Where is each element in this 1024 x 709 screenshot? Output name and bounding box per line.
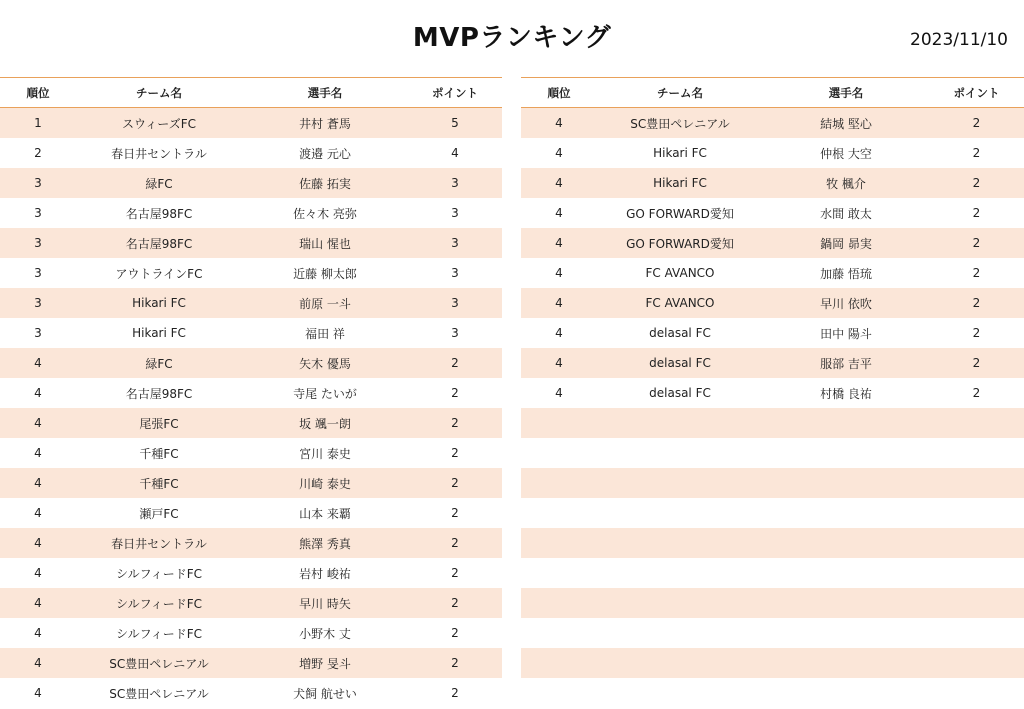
- team-cell: GO FORWARD愛知: [626, 236, 734, 251]
- player-cell: 犬飼 航せい: [293, 686, 357, 701]
- points-cell: 2: [972, 176, 981, 190]
- table-row: [0, 258, 502, 288]
- team-cell: 春日井セントラル: [111, 146, 207, 161]
- rank-cell: 4: [555, 356, 563, 370]
- table-row: [521, 288, 1024, 318]
- table-row: [0, 168, 502, 198]
- rank-cell: 3: [34, 266, 42, 280]
- table-row: [0, 348, 502, 378]
- rank-cell: 4: [555, 206, 563, 220]
- player-cell: 福田 祥: [305, 326, 345, 341]
- player-cell: 牧 楓介: [826, 176, 866, 191]
- player-cell: 小野木 丈: [299, 626, 351, 641]
- points-cell: 2: [972, 296, 981, 310]
- points-cell: 2: [451, 536, 459, 550]
- table-row: [0, 108, 502, 138]
- points-cell: 2: [972, 386, 981, 400]
- table-row: [0, 588, 502, 618]
- table-row: [521, 258, 1024, 288]
- header-rank: 順位: [547, 85, 571, 100]
- team-cell: 名古屋98FC: [125, 386, 193, 401]
- points-cell: 2: [451, 506, 459, 520]
- player-cell: 加藤 悟琉: [820, 266, 872, 281]
- team-cell: Hikari FC: [653, 146, 707, 160]
- player-cell: 村橋 良祐: [820, 386, 872, 401]
- table-row: [0, 228, 502, 258]
- player-cell: 瑞山 惺也: [299, 236, 351, 251]
- team-cell: 千種FC: [139, 476, 179, 491]
- rank-cell: 4: [34, 656, 42, 670]
- table-row: [0, 468, 502, 498]
- rank-cell: 3: [34, 176, 42, 190]
- points-cell: 3: [451, 206, 459, 220]
- report-date: 2023/11/10: [910, 30, 1008, 50]
- rank-cell: 4: [34, 566, 42, 580]
- player-cell: 山本 来覇: [299, 506, 351, 521]
- header-player: 選手名: [828, 85, 864, 100]
- table-row: [0, 528, 502, 558]
- player-cell: 服部 吉平: [820, 356, 872, 371]
- rank-cell: 4: [34, 506, 42, 520]
- table-row: [521, 648, 1024, 678]
- rank-cell: 4: [555, 326, 563, 340]
- player-cell: 佐藤 拓実: [299, 176, 351, 191]
- table-row: [521, 498, 1024, 528]
- table-row: [521, 228, 1024, 258]
- team-cell: シルフィードFC: [115, 626, 203, 641]
- player-cell: 熊澤 秀真: [299, 536, 351, 551]
- rank-cell: 3: [34, 206, 42, 220]
- table-row: [521, 618, 1024, 648]
- points-cell: 3: [451, 326, 459, 340]
- player-cell: 田中 陽斗: [820, 326, 872, 341]
- points-cell: 2: [451, 686, 459, 700]
- team-cell: シルフィードFC: [115, 566, 203, 581]
- player-cell: 井村 蒼馬: [299, 116, 351, 131]
- table-row: [0, 558, 502, 588]
- team-cell: 瀬戸FC: [139, 506, 179, 521]
- table-row: [521, 138, 1024, 168]
- player-cell: 矢木 優馬: [299, 356, 351, 371]
- player-cell: 水間 敢太: [820, 206, 872, 221]
- rank-cell: 4: [555, 386, 563, 400]
- table-row: [521, 318, 1024, 348]
- header-points: ポイント: [953, 85, 1000, 100]
- rank-cell: 4: [34, 476, 42, 490]
- rank-cell: 4: [34, 386, 42, 400]
- player-cell: 佐々木 亮弥: [293, 206, 357, 221]
- rank-cell: 4: [555, 146, 563, 160]
- points-cell: 2: [972, 236, 981, 250]
- rank-cell: 4: [555, 236, 563, 250]
- table-row: [521, 468, 1024, 498]
- rank-cell: 3: [34, 236, 42, 250]
- player-cell: 増野 旻斗: [299, 656, 351, 671]
- points-cell: 2: [972, 266, 981, 280]
- points-cell: 2: [972, 146, 981, 160]
- table-row: [521, 168, 1024, 198]
- points-cell: 2: [972, 326, 981, 340]
- team-cell: アウトラインFC: [115, 266, 203, 281]
- points-cell: 3: [451, 296, 459, 310]
- rank-cell: 4: [34, 356, 42, 370]
- team-cell: 名古屋98FC: [125, 206, 193, 221]
- points-cell: 3: [451, 236, 459, 250]
- team-cell: スウィーズFC: [122, 116, 196, 131]
- player-cell: 前原 一斗: [299, 296, 351, 311]
- table-row: [521, 108, 1024, 138]
- player-cell: 結城 堅心: [820, 116, 872, 131]
- ranking-table-left: [0, 77, 502, 708]
- team-cell: SC豊田ペレニアル: [109, 656, 209, 671]
- table-row: [0, 678, 502, 708]
- header-points: ポイント: [432, 85, 478, 100]
- points-cell: 2: [972, 356, 981, 370]
- team-cell: delasal FC: [649, 356, 711, 370]
- header-team: チーム名: [657, 85, 703, 100]
- points-cell: 3: [451, 266, 459, 280]
- table-row: [521, 438, 1024, 468]
- rank-cell: 4: [34, 596, 42, 610]
- team-cell: 名古屋98FC: [125, 236, 193, 251]
- table-row: [521, 678, 1024, 708]
- rank-cell: 2: [34, 146, 42, 160]
- rank-cell: 4: [34, 686, 42, 700]
- team-cell: FC AVANCO: [645, 266, 715, 280]
- team-cell: Hikari FC: [132, 326, 186, 340]
- rank-cell: 4: [34, 626, 42, 640]
- team-cell: 千種FC: [139, 446, 179, 461]
- table-body: [0, 108, 502, 708]
- player-cell: 早川 依吹: [820, 296, 872, 311]
- ranking-table-right: [521, 77, 1024, 708]
- table-row: [0, 408, 502, 438]
- table-row: [0, 498, 502, 528]
- team-cell: SC豊田ペレニアル: [630, 116, 730, 131]
- table-row: [521, 528, 1024, 558]
- team-cell: 緑FC: [145, 176, 173, 191]
- table-header: [521, 78, 1024, 108]
- player-cell: 渡邉 元心: [299, 146, 351, 161]
- rank-cell: 3: [34, 326, 42, 340]
- table-row: [0, 648, 502, 678]
- points-cell: 3: [451, 176, 459, 190]
- points-cell: 2: [451, 386, 459, 400]
- table-row: [0, 438, 502, 468]
- player-cell: 寺尾 たいが: [293, 386, 357, 401]
- points-cell: 2: [451, 566, 459, 580]
- player-cell: 鍋岡 昴実: [820, 236, 872, 251]
- team-cell: SC豊田ペレニアル: [109, 686, 209, 701]
- player-cell: 坂 颯一朗: [299, 416, 351, 431]
- points-cell: 2: [451, 656, 459, 670]
- team-cell: FC AVANCO: [645, 296, 715, 310]
- rank-cell: 4: [34, 536, 42, 550]
- team-cell: 尾張FC: [139, 416, 179, 431]
- points-cell: 2: [451, 356, 459, 370]
- table-row: [0, 138, 502, 168]
- team-cell: Hikari FC: [653, 176, 707, 190]
- table-row: [521, 378, 1024, 408]
- table-row: [521, 558, 1024, 588]
- rank-cell: 4: [555, 116, 563, 130]
- rank-cell: 4: [555, 296, 563, 310]
- team-cell: Hikari FC: [132, 296, 186, 310]
- points-cell: 2: [451, 446, 459, 460]
- player-cell: 川崎 泰史: [299, 476, 351, 491]
- points-cell: 2: [972, 206, 981, 220]
- rank-cell: 4: [555, 266, 563, 280]
- table-row: [0, 378, 502, 408]
- points-cell: 2: [451, 476, 459, 490]
- player-cell: 宮川 泰史: [299, 446, 351, 461]
- table-row: [0, 318, 502, 348]
- team-cell: 緑FC: [145, 356, 173, 371]
- team-cell: delasal FC: [649, 326, 711, 340]
- points-cell: 2: [451, 596, 459, 610]
- team-cell: delasal FC: [649, 386, 711, 400]
- table-body: [521, 108, 1024, 708]
- page-title: MVPランキング: [412, 23, 612, 53]
- table-row: [0, 618, 502, 648]
- table-row: [0, 198, 502, 228]
- table-row: [521, 408, 1024, 438]
- table-row: [521, 198, 1024, 228]
- header-team: チーム名: [136, 85, 182, 100]
- player-cell: 岩村 峻祐: [299, 566, 351, 581]
- player-cell: 近藤 柳太郎: [293, 266, 357, 281]
- table-header: [0, 78, 502, 108]
- rank-cell: 4: [34, 446, 42, 460]
- player-cell: 早川 時矢: [299, 596, 351, 611]
- rank-cell: 4: [555, 176, 563, 190]
- points-cell: 2: [972, 116, 981, 130]
- rank-cell: 3: [34, 296, 42, 310]
- points-cell: 5: [451, 116, 459, 130]
- header-player: 選手名: [307, 85, 343, 100]
- table-row: [521, 588, 1024, 618]
- points-cell: 4: [451, 146, 459, 160]
- team-cell: GO FORWARD愛知: [626, 206, 734, 221]
- rank-cell: 1: [34, 116, 42, 130]
- table-row: [521, 348, 1024, 378]
- player-cell: 仲根 大空: [820, 146, 872, 161]
- points-cell: 2: [451, 416, 459, 430]
- team-cell: シルフィードFC: [115, 596, 203, 611]
- rank-cell: 4: [34, 416, 42, 430]
- points-cell: 2: [451, 626, 459, 640]
- table-row: [0, 288, 502, 318]
- header-rank: 順位: [26, 85, 50, 100]
- team-cell: 春日井セントラル: [111, 536, 207, 551]
